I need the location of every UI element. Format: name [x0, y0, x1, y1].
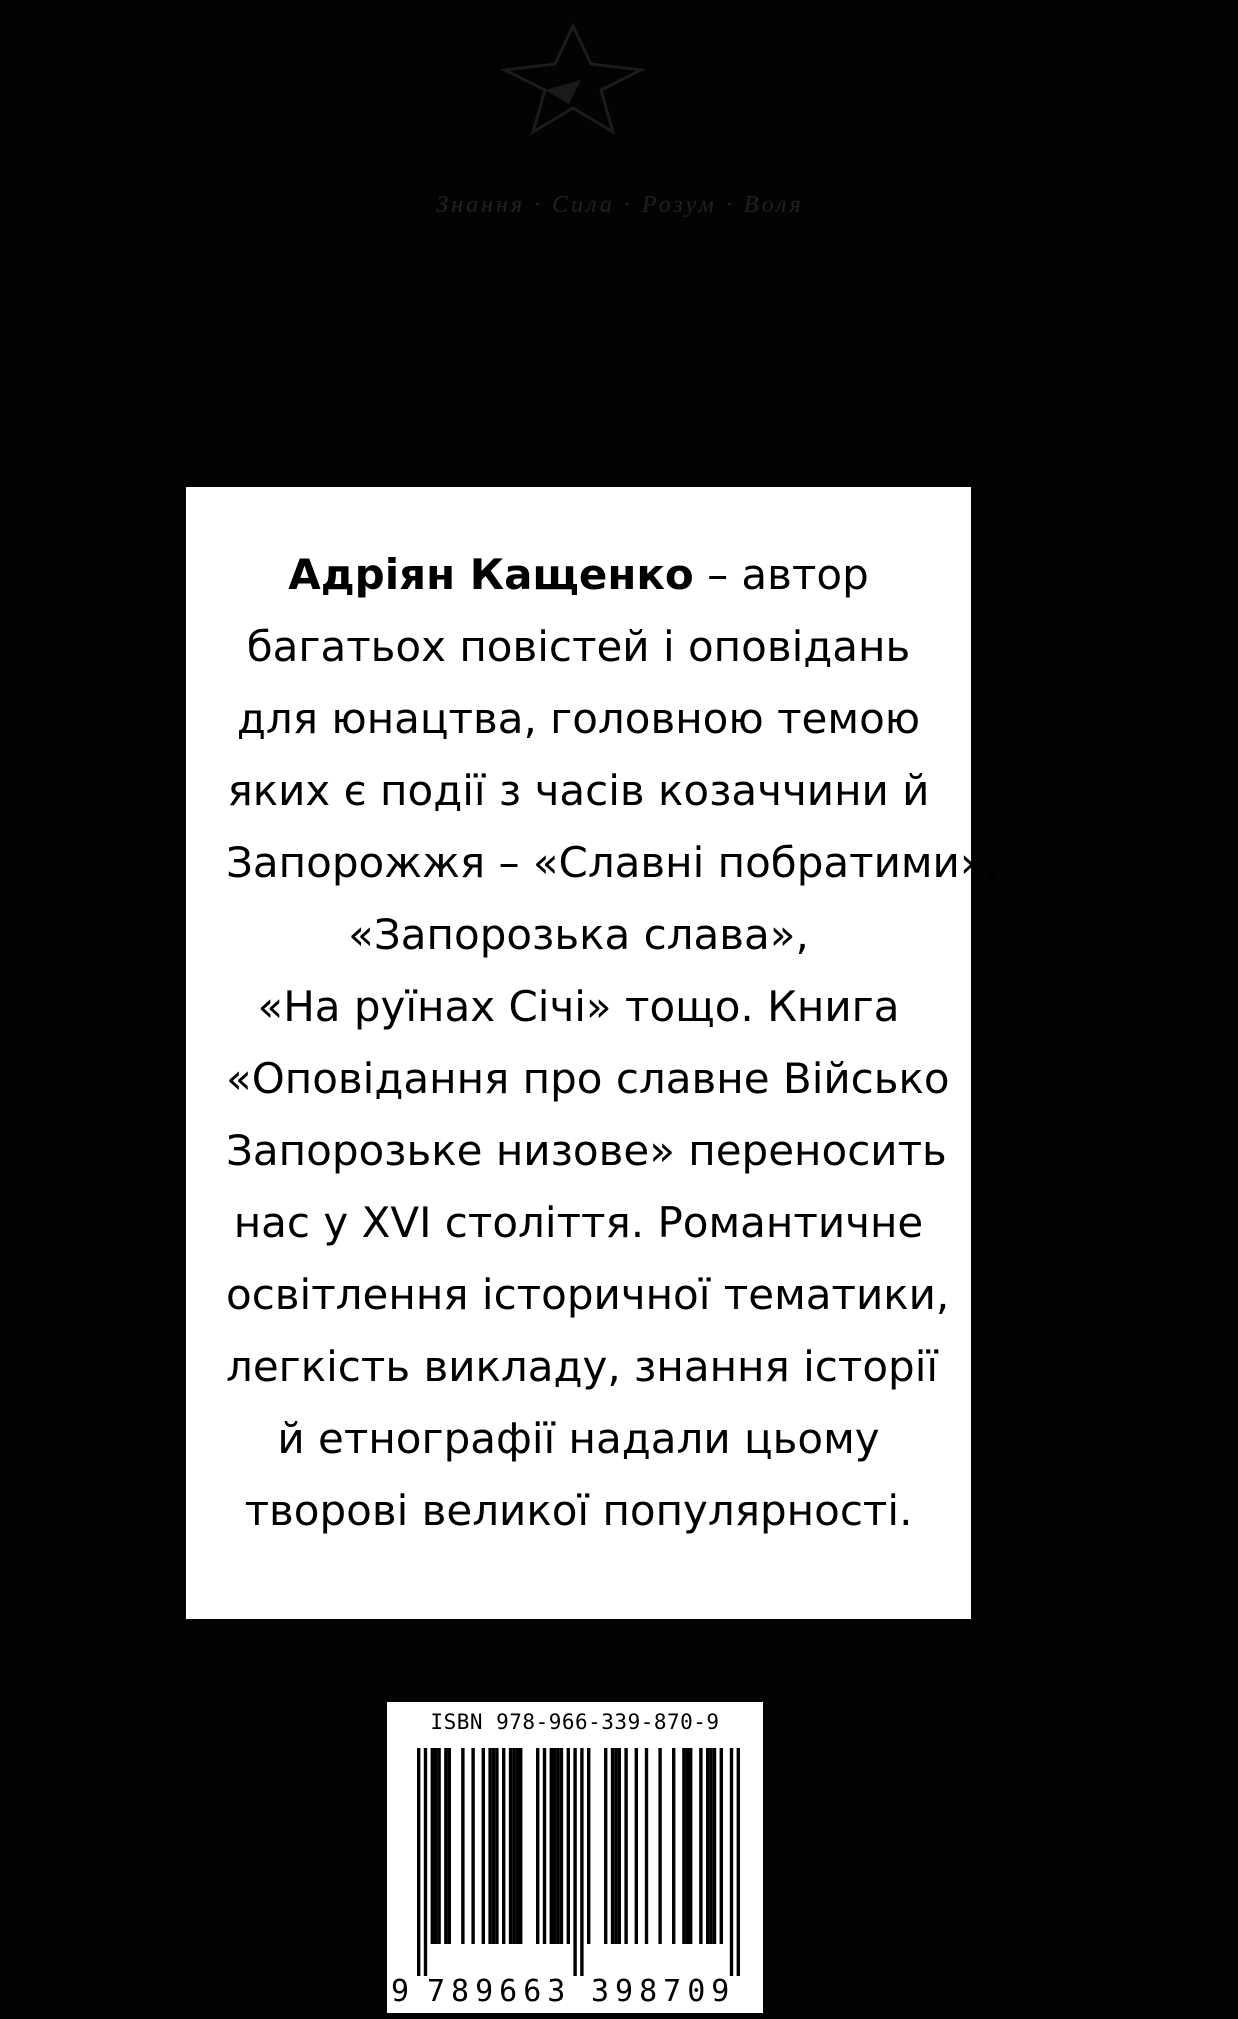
barcode-bar [645, 1748, 648, 1944]
annotation-line: яких є події з часів козаччини й [227, 766, 930, 815]
barcode-bar [550, 1748, 553, 1944]
barcode-bar [672, 1748, 675, 1944]
barcode-bar [417, 1748, 420, 1976]
ean-right-group: 398709 [591, 1974, 736, 2009]
publisher-logo [485, 20, 655, 145]
barcode-bar [431, 1748, 434, 1944]
barcode-bar [536, 1748, 539, 1944]
annotation-line [226, 539, 931, 611]
barcode-bar [706, 1748, 709, 1944]
annotation-line: «На руїнах Січі» тощо. Книга [257, 982, 900, 1031]
barcode-bar [516, 1748, 519, 1944]
barcode-bar [553, 1748, 556, 1944]
barcode-bar [604, 1748, 607, 1944]
barcode-bar [519, 1748, 522, 1944]
annotation-line: для юнацтва, головною темою [236, 694, 921, 743]
barcode-bar [560, 1748, 563, 1944]
barcode-bar [448, 1748, 451, 1944]
annotation-line: нас у XVI століття. Романтичне [233, 1198, 924, 1247]
annotation-line: багатьох повістей і оповідань [246, 622, 911, 671]
annotation-text: – автор [693, 550, 869, 599]
annotation-line: Запорожжя – «Славні побратими», [226, 838, 999, 887]
ean-left-group: 789663 [427, 1974, 572, 2009]
barcode-bar [444, 1748, 447, 1944]
barcode-bar [509, 1748, 512, 1944]
barcode-bar [471, 1748, 474, 1944]
barcode-bar [573, 1748, 576, 1976]
barcode-bar [699, 1748, 702, 1944]
annotation-line: творові великої популярності. [244, 1486, 913, 1535]
barcode-bar [437, 1748, 440, 1944]
barcode-bar [658, 1748, 661, 1944]
barcode-bar [635, 1748, 638, 1944]
barcode-bar [611, 1748, 614, 1944]
barcode-bar [709, 1748, 712, 1944]
ean-first-digit: 9 [391, 1974, 410, 2009]
annotation-line: «Запорозька слава», [348, 910, 809, 959]
annotation-line: легкість викладу, знання історії [226, 1342, 939, 1391]
annotation-line: освітлення історичної тематики, [226, 1270, 950, 1319]
barcode-bar [461, 1748, 464, 1944]
barcode-bar [614, 1748, 617, 1944]
barcode-bar [689, 1748, 692, 1944]
annotation-line: й етнографії надали цьому [277, 1414, 880, 1463]
barcode-bar [730, 1748, 733, 1976]
book-annotation [186, 539, 999, 1547]
barcode-bar [686, 1748, 689, 1944]
barcode-bar [713, 1748, 716, 1944]
annotation-panel [186, 487, 999, 1619]
logo-dot-row: · · · · · · · · · [436, 160, 704, 174]
isbn-number: ISBN 978-966-339-870-9 [430, 1710, 720, 1734]
annotation-line: Запорозьке низове» переносить [226, 1126, 947, 1175]
annotation-line: «Оповідання про славне Військо [226, 1054, 950, 1103]
author-name: Адріян Кащенко [288, 550, 694, 599]
barcode-bar [556, 1748, 559, 1944]
isbn-barcode [385, 1700, 765, 2015]
barcode-bar [495, 1748, 498, 1944]
barcode-bar [737, 1748, 740, 1976]
barcode-bar [482, 1748, 485, 1944]
barcode-bar [424, 1748, 427, 1976]
barcode-bar [543, 1748, 546, 1944]
barcode-bar [492, 1748, 495, 1944]
barcode-bar [624, 1748, 627, 1944]
barcode-bar [502, 1748, 505, 1944]
publisher-motto: Знання · Сила · Розум · Воля [436, 192, 804, 218]
barcode-bar [580, 1748, 583, 1976]
barcode-bar [512, 1748, 515, 1944]
barcode-bars [403, 1748, 749, 1976]
barcode-bar [567, 1748, 570, 1944]
barcode-bar [720, 1748, 723, 1944]
barcode-bar [488, 1748, 491, 1944]
barcode-bar [434, 1748, 437, 1944]
barcode-bar [618, 1748, 621, 1944]
barcode-bar [682, 1748, 685, 1944]
star-emblem-icon [485, 20, 655, 145]
barcode-bar [587, 1748, 590, 1944]
